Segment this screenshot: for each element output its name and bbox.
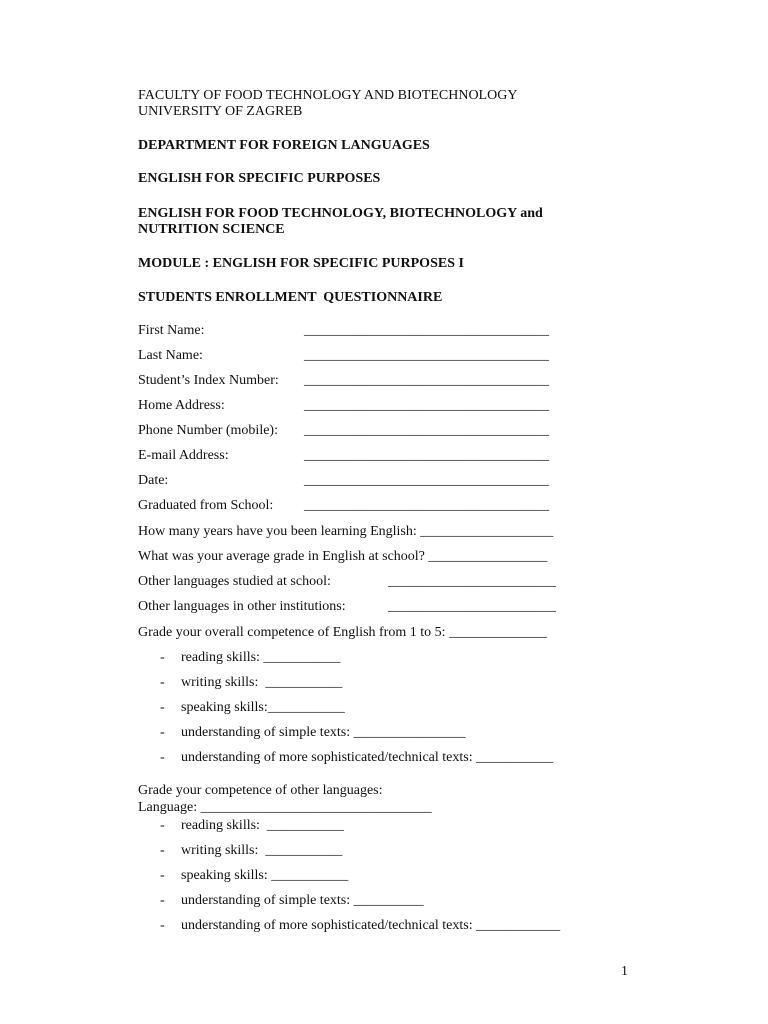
module-title: MODULE : ENGLISH FOR SPECIFIC PURPOSES I: [138, 256, 464, 271]
page-number: 1: [621, 964, 628, 979]
question-other-languages-institutions: Other languages in other institutions:: [138, 599, 346, 614]
field-label: Home Address:: [138, 398, 225, 413]
bullet-dash: -: [160, 650, 165, 665]
program-line-1: ENGLISH FOR FOOD TECHNOLOGY, BIOTECHNOLOGY and: [138, 206, 543, 221]
bullet-dash: -: [160, 675, 165, 690]
list-item: reading skills: ___________: [181, 650, 341, 665]
field-blank: ___________________________________: [304, 373, 549, 388]
list-item: understanding of simple texts: ________________: [181, 725, 466, 740]
bullet-dash: -: [160, 893, 165, 908]
list-item: speaking skills: ___________: [181, 868, 349, 883]
bullet-dash: -: [160, 818, 165, 833]
language-line: Language: _________________________________: [138, 800, 432, 815]
list-item: writing skills: ___________: [181, 843, 343, 858]
program-line-2: NUTRITION SCIENCE: [138, 222, 285, 237]
field-blank: ___________________________________: [304, 473, 549, 488]
list-item: understanding of simple texts: __________: [181, 893, 424, 908]
bullet-dash: -: [160, 750, 165, 765]
question-other-languages-school: Other languages studied at school:: [138, 574, 331, 589]
field-blank: ___________________________________: [304, 348, 549, 363]
other-languages-heading: Grade your competence of other languages:: [138, 783, 383, 798]
field-label: First Name:: [138, 323, 205, 338]
question-grade-english: Grade your overall competence of English from 1 to 5: ______________: [138, 625, 548, 640]
list-item: understanding of more sophisticated/technical texts: ___________: [181, 750, 554, 765]
field-label: E-mail Address:: [138, 448, 229, 463]
question-other-languages-institutions-blank: ________________________: [388, 599, 556, 614]
field-label: Date:: [138, 473, 169, 488]
field-blank: ___________________________________: [304, 323, 549, 338]
field-blank: ___________________________________: [304, 448, 549, 463]
course-name: ENGLISH FOR SPECIFIC PURPOSES: [138, 171, 381, 186]
list-item: speaking skills:___________: [181, 700, 345, 715]
field-blank: ___________________________________: [304, 398, 549, 413]
question-other-languages-school-blank: ________________________: [388, 574, 556, 589]
list-item: writing skills: ___________: [181, 675, 343, 690]
university-name: UNIVERSITY OF ZAGREB: [138, 104, 303, 119]
faculty-name: FACULTY OF FOOD TECHNOLOGY AND BIOTECHNOLOGY: [138, 88, 518, 103]
bullet-dash: -: [160, 868, 165, 883]
field-blank: ___________________________________: [304, 498, 549, 513]
bullet-dash: -: [160, 725, 165, 740]
questionnaire-title: STUDENTS ENROLLMENT QUESTIONNAIRE: [138, 290, 443, 305]
question-years-learning: How many years have you been learning English: ___________________: [138, 524, 554, 539]
field-label: Student’s Index Number:: [138, 373, 279, 388]
bullet-dash: -: [160, 700, 165, 715]
field-blank: ___________________________________: [304, 423, 549, 438]
field-label: Graduated from School:: [138, 498, 274, 513]
question-average-grade: What was your average grade in English at school? _________________: [138, 549, 548, 564]
field-label: Last Name:: [138, 348, 203, 363]
bullet-dash: -: [160, 843, 165, 858]
field-label: Phone Number (mobile):: [138, 423, 278, 438]
list-item: reading skills: ___________: [181, 818, 344, 833]
list-item: understanding of more sophisticated/technical texts: ____________: [181, 918, 561, 933]
bullet-dash: -: [160, 918, 165, 933]
department-name: DEPARTMENT FOR FOREIGN LANGUAGES: [138, 138, 430, 153]
